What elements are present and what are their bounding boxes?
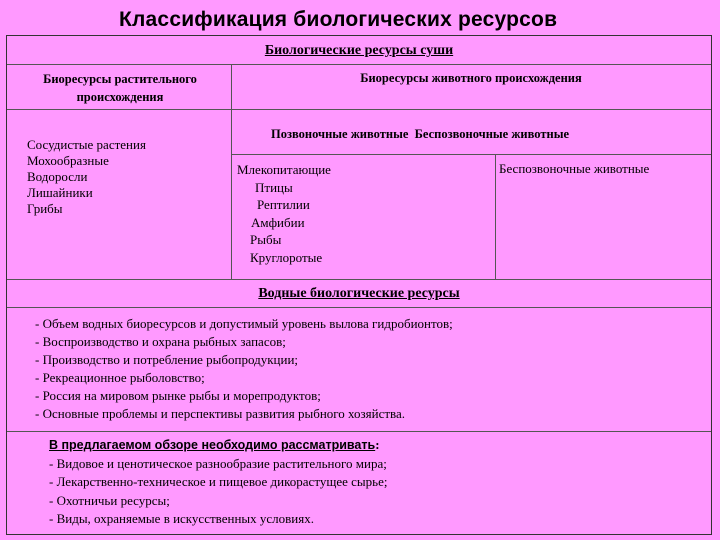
divider-plant-animal (231, 65, 232, 279)
list-item: Круглоротые (250, 249, 323, 265)
vertebrates-list (237, 161, 487, 266)
page-title: Классификация биологических ресурсов (119, 8, 558, 31)
plant-list (27, 137, 227, 217)
list-item: Грибы (27, 201, 63, 216)
list-item: - Объем водных биоресурсов и допустимый уровень вылова гидробионтов; (35, 316, 453, 331)
plant-origin-header: Биоресурсы растительного происхождения (43, 72, 197, 104)
list-item: Млекопитающие (237, 162, 331, 177)
divider-vert-invert (495, 154, 496, 279)
list-item: Птицы (255, 179, 293, 195)
animal-origin-header: Биоресурсы животного происхождения (360, 71, 582, 85)
water-header-row (7, 280, 711, 308)
land-header-row (7, 36, 711, 65)
list-item: - Воспроизводство и охрана рыбных запасов; (35, 334, 286, 349)
water-header: Водные биологические ресурсы (258, 286, 460, 301)
animal-subheader: Позвоночные животные Беспозвоночные животные (271, 127, 570, 141)
list-item: - Виды, охраняемые в искусственных условиях. (49, 511, 314, 526)
list-item: - Рекреационное рыболовство; (35, 370, 205, 385)
review-heading: В предлагаемом обзоре необходимо рассматривать (49, 438, 376, 452)
origin-header-row (7, 65, 711, 110)
list-item: - Россия на мировом рынке рыбы и морепродуктов; (35, 388, 321, 403)
list-item: - Лекарственно-техническое и пищевое дикорастущее сырье; (49, 474, 388, 489)
list-item: Сосудистые растения (27, 137, 146, 152)
animal-subheader-divider (231, 154, 711, 155)
list-item: Лишайники (27, 185, 93, 200)
invertebrates-cell: Беспозвоночные животные (499, 161, 650, 176)
list-item: - Производство и потребление рыбопродукции; (35, 352, 299, 367)
review-list (49, 436, 699, 529)
water-list (35, 315, 705, 423)
land-header: Биологические ресурсы суши (264, 43, 454, 58)
list-item: Водоросли (27, 169, 88, 184)
review-heading-colon: : (375, 437, 380, 452)
review-section (7, 432, 711, 534)
classification-table (6, 35, 712, 535)
review-heading-line (49, 436, 699, 455)
list-item: Мохообразные (27, 153, 109, 168)
list-item: - Основные проблемы и перспективы развития рыбного хозяйства. (35, 406, 406, 421)
list-item: - Видовое и ценотическое разнообразие растительного мира; (49, 455, 387, 471)
list-item: Рептилии (257, 197, 310, 212)
list-item: Амфибии (251, 214, 305, 230)
list-item: Рыбы (250, 232, 282, 247)
water-items-row (7, 308, 711, 432)
list-item: - Охотничьи ресурсы; (49, 492, 170, 508)
